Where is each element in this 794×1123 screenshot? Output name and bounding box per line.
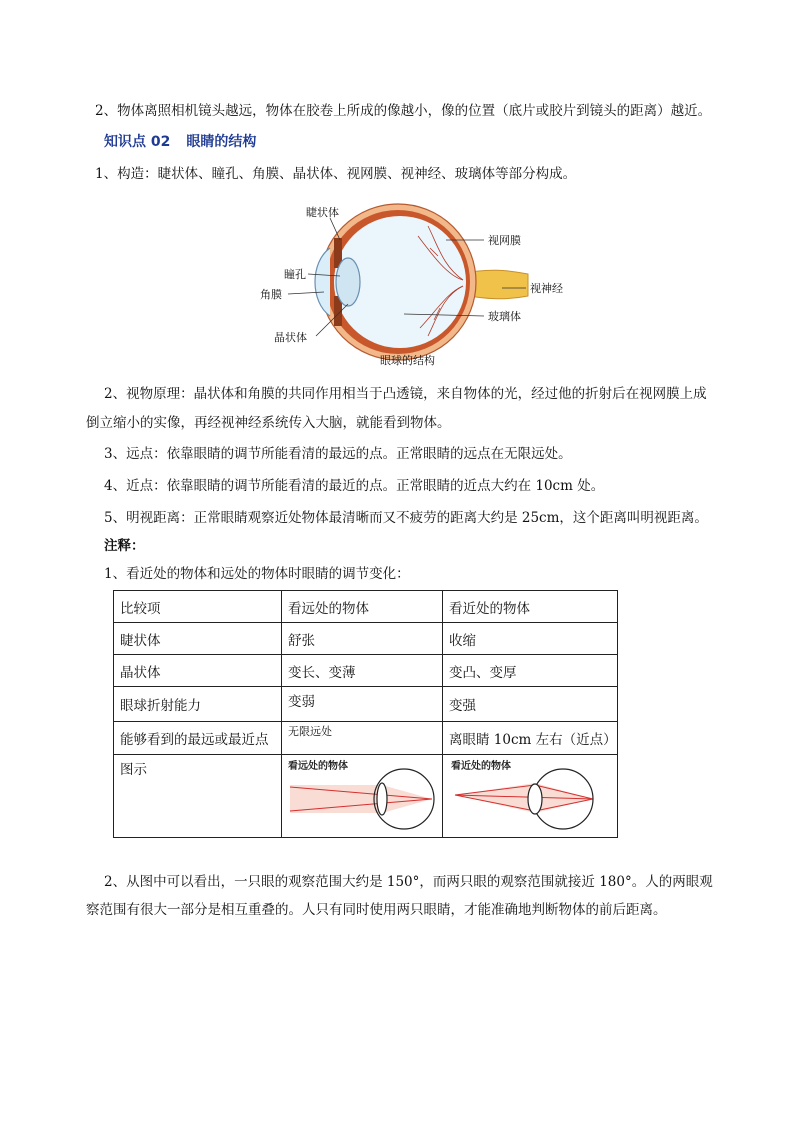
section-title: 眼睛的结构 xyxy=(186,134,257,150)
figure-caption: 眼球的结构 xyxy=(380,354,435,367)
table-cell: 舒张 xyxy=(282,623,443,655)
label-pupil: 瞳孔 xyxy=(284,268,306,281)
diagram-far-title: 看远处的物体 xyxy=(288,761,348,772)
table-cell: 能够看到的最远或最近点 xyxy=(114,722,282,755)
paragraph-view-range: 2、从图中可以看出，一只眼的观察范围大约是 150°，而两只眼的观察范围就接近 180°。人的两眼观察范围有很大一部分是相互重叠的。人只有同时使用两只眼睛，才能准确地判断物体的前后距离。 xyxy=(86,874,713,918)
paragraph-principle-1: 2、视物原理：晶状体和角膜的共同作用相当于凸透镜，来自物体的光，经过他的折射后在视网膜上成 xyxy=(104,386,707,402)
table-cell: 变强 xyxy=(443,687,618,722)
table-cell: 无限远处 xyxy=(282,722,443,755)
table-row xyxy=(114,687,618,722)
label-ciliary: 睫状体 xyxy=(306,206,339,219)
eyeball-structure-figure xyxy=(258,196,588,372)
lens-thin xyxy=(377,783,387,815)
label-retina: 视网膜 xyxy=(488,234,521,247)
cornea-shape xyxy=(315,248,330,316)
table-cell: 变长、变薄 xyxy=(282,655,443,687)
diagram-near xyxy=(443,755,617,833)
paragraph-clear-distance: 5、明视距离：正常眼睛观察近处物体最清晰而又不疲劳的距离大约是 25cm，这个距离叫明视距离。 xyxy=(104,510,708,526)
table-cell: 眼球折射能力 xyxy=(114,687,282,722)
table-header-row xyxy=(114,591,618,623)
paragraph-camera-distance: 2、物体离照相机镜头越远，物体在胶卷上所成的像越小，像的位置（底片或胶片到镜头的距离）越近。 xyxy=(95,103,712,119)
comparison-table xyxy=(113,590,618,838)
table-cell: 睫状体 xyxy=(114,623,282,655)
lens-thick xyxy=(528,784,542,814)
label-lens: 晶状体 xyxy=(274,331,307,344)
table-row-diagram xyxy=(114,755,618,838)
table-cell: 晶状体 xyxy=(114,655,282,687)
section-heading xyxy=(104,131,256,151)
header-cell: 看近处的物体 xyxy=(443,591,618,623)
diagram-near-cell xyxy=(443,755,618,838)
note-label: 注释： xyxy=(104,538,145,554)
table-cell: 变凸、变厚 xyxy=(443,655,618,687)
paragraph-far-point: 3、远点：依靠眼睛的调节所能看清的最远的点。正常眼睛的远点在无限远处。 xyxy=(104,446,572,462)
table-row xyxy=(114,722,618,755)
table-cell: 图示 xyxy=(114,755,282,838)
paragraph-principle-2: 倒立缩小的实像，再经视神经系统传入大脑，就能看到物体。 xyxy=(86,415,451,431)
header-cell: 看远处的物体 xyxy=(282,591,443,623)
diagram-near-title: 看近处的物体 xyxy=(451,761,511,772)
label-vitreous: 玻璃体 xyxy=(488,310,521,323)
header-cell: 比较项 xyxy=(114,591,282,623)
table-cell: 收缩 xyxy=(443,623,618,655)
table-row xyxy=(114,623,618,655)
section-number: 知识点 02 xyxy=(104,134,171,150)
table-row xyxy=(114,655,618,687)
paragraph-structure: 1、构造：睫状体、瞳孔、角膜、晶状体、视网膜、视神经、玻璃体等部分构成。 xyxy=(95,166,577,182)
label-cornea: 角膜 xyxy=(260,288,282,301)
table-intro: 1、看近处的物体和远处的物体时眼睛的调节变化： xyxy=(104,566,410,582)
lens-shape xyxy=(336,258,360,306)
diagram-far-cell xyxy=(282,755,443,838)
label-optic-nerve: 视神经 xyxy=(530,282,563,295)
diagram-far xyxy=(282,755,442,833)
table-cell: 变弱 xyxy=(282,687,443,722)
table-cell: 离眼睛 10cm 左右（近点） xyxy=(443,722,618,755)
paragraph-near-point: 4、近点：依靠眼睛的调节所能看清的最近的点。正常眼睛的近点大约在 10cm 处。 xyxy=(104,478,605,494)
